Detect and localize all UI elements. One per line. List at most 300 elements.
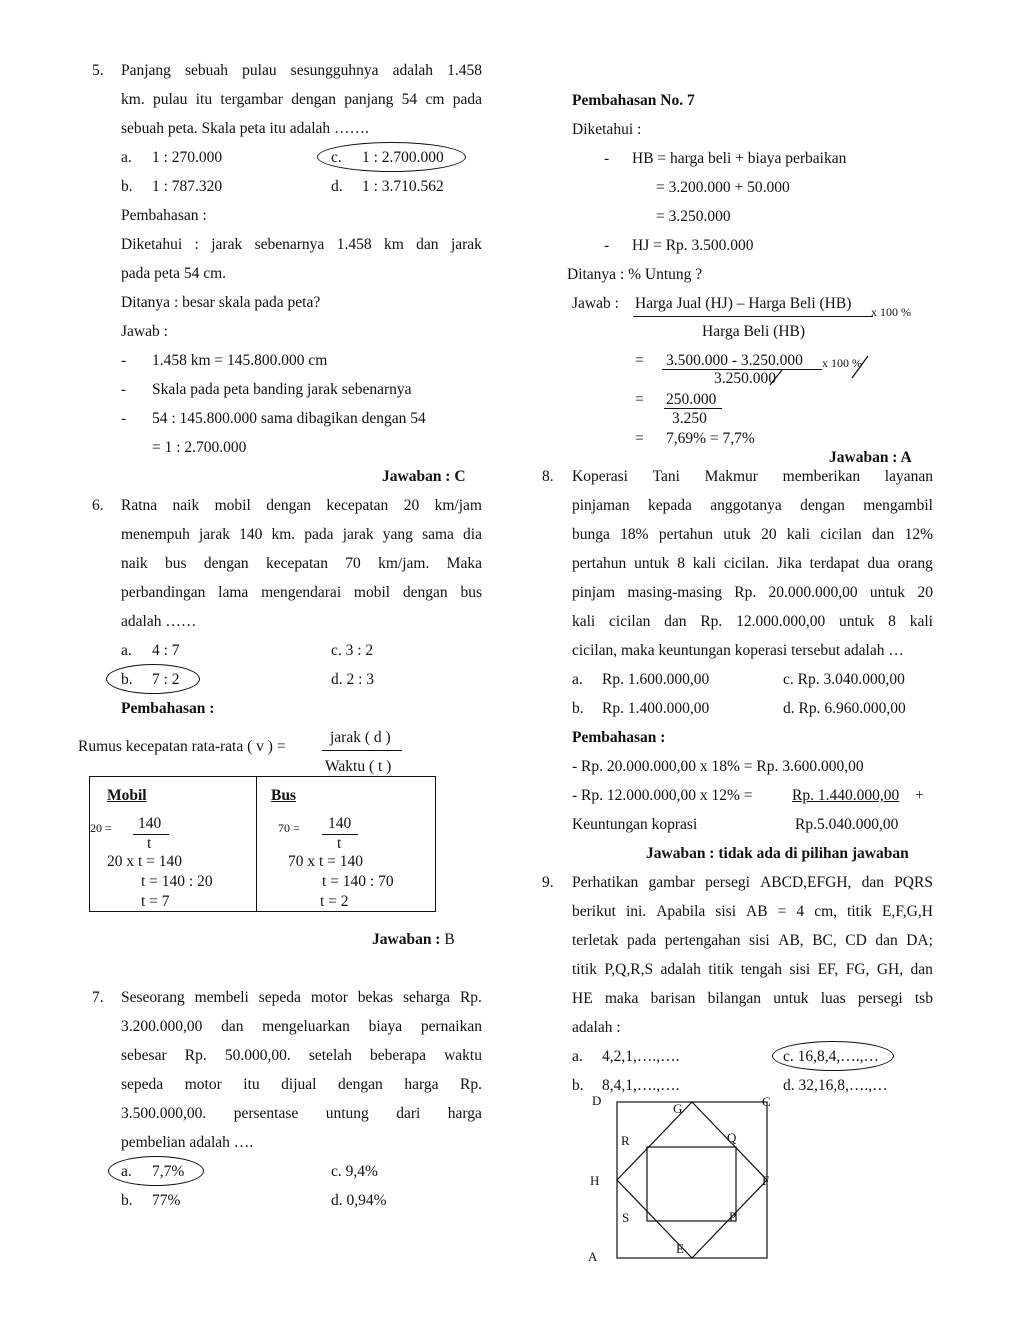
word: 4 [796, 903, 805, 920]
word: naik [172, 497, 200, 514]
word: cicilan. [723, 555, 770, 572]
word: pada [304, 526, 334, 543]
label-c: C [762, 1094, 771, 1109]
bullet: - [604, 150, 610, 167]
word: cm, [814, 903, 837, 920]
word: 1.458 [447, 62, 482, 79]
word: titik [572, 961, 597, 978]
question-text-line [121, 62, 482, 80]
option-d: d. 2 : 3 [331, 671, 375, 688]
word: pada [452, 91, 482, 108]
word: sama [422, 526, 454, 543]
answer-circle [108, 1156, 204, 1186]
diketahui-line: pada peta 54 cm. [121, 265, 227, 282]
word: beberapa [370, 1047, 426, 1064]
option-b: 7 : 2 [152, 671, 180, 688]
word: pertahun [658, 526, 714, 543]
word: panjang [344, 91, 394, 108]
label-s: S [622, 1210, 630, 1225]
table-divider [256, 776, 257, 912]
label-f: F [762, 1173, 770, 1188]
word: Rp. [459, 989, 482, 1006]
word: kecepatan [265, 555, 328, 572]
option-c: c. Rp. 3.040.000,00 [783, 671, 905, 688]
word: jarak [211, 236, 243, 253]
word: 50.000,00. [224, 1047, 291, 1064]
word: bus [165, 555, 187, 572]
word: itu [243, 1076, 260, 1093]
calc-multiplier: x 100 % [822, 356, 862, 370]
word: 140 [239, 526, 263, 543]
question-text-line [572, 526, 933, 544]
question-text-line [572, 961, 933, 979]
word: 8 [888, 613, 896, 630]
word: Rp. [700, 613, 723, 630]
question-text-line [121, 989, 482, 1007]
word: dengan [203, 555, 249, 572]
mobil-header: Mobil [107, 787, 147, 804]
word: Maka [446, 555, 482, 572]
option-a: Rp. 1.600.000,00 [602, 671, 710, 688]
word: itu [195, 91, 213, 108]
word: 3.500.000,00. [121, 1105, 207, 1122]
rumus-label: Rumus kecepatan rata-rata ( v ) = [78, 738, 286, 755]
mobil-line: t = 7 [141, 893, 170, 910]
word: 18% [620, 526, 649, 543]
word: cicilan [609, 613, 651, 630]
word: Panjang [121, 62, 171, 79]
mobil-denominator: t [147, 835, 152, 852]
word: Apabila [656, 903, 706, 920]
word: sebesar [121, 1047, 167, 1064]
option-d: d. 0,94% [331, 1192, 387, 1209]
question-number: 7. [92, 989, 104, 1006]
option-a: 4,2,1,….,…. [602, 1048, 680, 1065]
word: : [194, 236, 199, 253]
diketahui-line [121, 236, 482, 254]
word: km. [121, 91, 145, 108]
word: pinjam [572, 584, 616, 601]
word: untuk [869, 584, 906, 601]
answer-circle [772, 1041, 894, 1071]
word: dari [396, 1105, 421, 1122]
option-a-letter: a. [121, 149, 132, 166]
question-text-line [572, 468, 933, 486]
word: dan [910, 961, 933, 978]
solution-title: Pembahasan No. 7 [572, 92, 695, 109]
question-text-line [121, 526, 482, 544]
option-a-letter: a. [121, 642, 132, 659]
word: berikut [572, 903, 616, 920]
option-b-letter: b. [121, 178, 133, 195]
equals-sign: = [635, 391, 644, 408]
word: pulau [152, 91, 188, 108]
word: dengan [291, 91, 336, 108]
option-b: 77% [152, 1192, 181, 1209]
word: layanan [884, 468, 933, 485]
word: dengan [338, 1076, 383, 1093]
word: 20.000.000,00 [768, 584, 858, 601]
word: jarak [342, 526, 374, 543]
bullet: - [121, 381, 127, 398]
question-text-line [121, 1105, 482, 1123]
total-label: Keuntungan koprasi [572, 816, 698, 833]
word: luas [820, 990, 846, 1007]
word: Makmur [704, 468, 758, 485]
option-a-letter: a. [572, 671, 583, 688]
rumus-denominator: Waktu ( t ) [325, 758, 392, 775]
word: 12.000.000,00 [736, 613, 826, 630]
word: mobil [353, 584, 391, 601]
option-a-letter: a. [572, 1048, 583, 1065]
word: ABCD,EFGH, [760, 874, 852, 891]
mobil-numerator: 140 [138, 815, 162, 832]
calc-value: Rp. 1.440.000,00 [792, 787, 900, 804]
answer-circle [106, 664, 200, 694]
word: 12% [904, 526, 933, 543]
pembahasan-label: Pembahasan : [121, 207, 207, 224]
option-c: c. 9,4% [331, 1163, 378, 1180]
question-text-line [572, 990, 933, 1008]
label-g: G [673, 1101, 683, 1116]
word: dan [416, 236, 439, 253]
question-text-line: pembelian adalah …. [121, 1134, 254, 1151]
word: terletak [572, 932, 619, 949]
word: Diketahui [121, 236, 183, 253]
word: CD [845, 932, 867, 949]
word: anggotanya [710, 497, 782, 514]
label-h: H [590, 1173, 600, 1188]
calc-numerator: 3.500.000 - 3.250.000 [666, 352, 803, 369]
word: sebuah [185, 62, 229, 79]
word: persegi [705, 874, 750, 891]
word: 54 [401, 91, 418, 108]
bullet: - [121, 410, 127, 427]
answer-label: Jawaban : B [372, 931, 455, 948]
word: dengan [402, 584, 448, 601]
option-b-letter: b. [572, 1077, 584, 1094]
word: masing-masing [627, 584, 723, 601]
total-value: Rp.5.040.000,00 [795, 816, 899, 833]
label-r: R [621, 1133, 630, 1148]
word: setelah [308, 1047, 352, 1064]
word: harga [404, 1076, 439, 1093]
pembahasan-label: Pembahasan : [121, 700, 215, 717]
bullet: - [121, 352, 127, 369]
word: AB, [778, 932, 804, 949]
word: 3.200.000,00 [121, 1018, 203, 1035]
word: orang [897, 555, 933, 572]
word: mengambil [863, 497, 933, 514]
mobil-equation: 20 = [90, 821, 112, 835]
word: kepada [648, 497, 692, 514]
calc-result: 7,69% = 7,7% [666, 430, 755, 447]
label-q: Q [727, 1130, 737, 1145]
option-c-letter: c. [331, 149, 342, 166]
word: dengan [266, 497, 311, 514]
option-c: c. 3 : 2 [331, 642, 374, 659]
word: = [777, 903, 787, 920]
word: tergambar [220, 91, 283, 108]
word: sisi [789, 961, 811, 978]
word: terdapat [809, 555, 860, 572]
word: sesungguhnya [290, 62, 379, 79]
word: Rp. [460, 1076, 482, 1093]
word: bunga [572, 526, 610, 543]
question-text-line [572, 555, 933, 573]
word: BC, [812, 932, 837, 949]
answer-label: Jawaban : C [382, 468, 466, 485]
word: dan [861, 874, 884, 891]
label-d: D [592, 1093, 602, 1108]
word: naik [121, 555, 148, 572]
word: mobil [214, 497, 251, 514]
hb-calc: = 3.200.000 + 50.000 [656, 179, 790, 196]
word: 8 [677, 555, 685, 572]
option-c: c. 16,8,4,….,… [783, 1048, 880, 1065]
equals-sign: = [635, 352, 644, 369]
formula-multiplier: x 100 % [871, 305, 911, 319]
question-number: 9. [542, 874, 554, 891]
option-a: 7,7% [152, 1163, 185, 1180]
bus-line: t = 140 : 70 [322, 873, 394, 890]
jawab-label: Jawab : [121, 323, 168, 340]
label-a: A [588, 1249, 598, 1264]
jawab-label: Jawab : [572, 295, 619, 312]
word: seharga [402, 989, 451, 1006]
word: persegi [857, 990, 903, 1007]
word: ini. [625, 903, 647, 920]
word: motor [310, 989, 348, 1006]
word: km/jam. [378, 555, 430, 572]
word: tsb [914, 990, 933, 1007]
word: biaya [368, 1018, 403, 1035]
word: jarak [199, 526, 230, 543]
rumus-numerator: jarak ( d ) [330, 729, 391, 746]
question-text-line: sebuah peta. Skala peta itu adalah ……. [121, 120, 369, 137]
word: kali [572, 613, 596, 630]
hj-line: HJ = Rp. 3.500.000 [632, 237, 754, 254]
word: sisi [715, 903, 737, 920]
formula-numerator: Harga Jual (HJ) – Harga Beli (HB) [635, 295, 852, 312]
word: Jika [776, 555, 802, 572]
word: mengendarai [261, 584, 342, 601]
word: gambar [648, 874, 695, 891]
calc-denominator: 3.250 [672, 410, 707, 427]
word: dijual [281, 1076, 317, 1093]
word: adalah [660, 961, 701, 978]
word: GH, [876, 961, 904, 978]
question-text-line [121, 1076, 482, 1094]
fraction-bar [664, 408, 722, 409]
bullet: - [604, 237, 610, 254]
word: DA; [906, 932, 933, 949]
cancel-strokes [760, 348, 880, 388]
mobil-line: 20 x t = 140 [107, 853, 183, 870]
word: utuk [723, 526, 751, 543]
word: lama [218, 584, 249, 601]
option-a-letter: a. [121, 1163, 132, 1180]
calc-denominator: 3.250.000 [714, 370, 776, 387]
mobil-line: t = 140 : 20 [141, 873, 213, 890]
question-text-line [572, 932, 933, 950]
word: dan [221, 1018, 244, 1035]
word: pertengahan [664, 932, 741, 949]
word: P,Q,R,S [604, 961, 654, 978]
step-line: 54 : 145.800.000 sama dibagikan dengan 54 [152, 410, 426, 427]
word: untuk [839, 613, 875, 630]
word: Tani [652, 468, 680, 485]
ditanya-line: Ditanya : besar skala pada peta? [121, 294, 321, 311]
question-text-line: adalah …… [121, 613, 197, 630]
question-number: 5. [92, 62, 104, 79]
word: titik [708, 961, 734, 978]
bus-equation: 70 = [278, 821, 300, 835]
bus-line: 70 x t = 140 [288, 853, 364, 870]
step-result: = 1 : 2.700.000 [152, 439, 247, 456]
word: membeli [194, 989, 249, 1006]
word: Rp. [734, 584, 757, 601]
question-number: 6. [92, 497, 104, 514]
bus-line: t = 2 [320, 893, 349, 910]
option-a: 1 : 270.000 [152, 149, 223, 166]
bus-numerator: 140 [328, 815, 352, 832]
question-text-line [121, 91, 482, 109]
answer-circle [317, 142, 466, 172]
word: barisan [650, 990, 696, 1007]
word: bilangan [707, 990, 761, 1007]
word: pertahun [572, 555, 627, 572]
hb-line: HB = harga beli + biaya perbaikan [632, 150, 847, 167]
word: maka [604, 990, 639, 1007]
question-text-line [572, 497, 933, 515]
word: cm [425, 91, 445, 108]
word: memberikan [782, 468, 861, 485]
word: sebenarnya [254, 236, 325, 253]
word: pulau [242, 62, 277, 79]
plus-sign: + [915, 787, 924, 804]
option-b: Rp. 1.400.000,00 [602, 700, 710, 717]
word: dengan [800, 497, 845, 514]
pembahasan-label: Pembahasan : [572, 729, 666, 746]
step-line: Skala pada peta banding jarak sebenarnya [152, 381, 412, 398]
word: menempuh [121, 526, 190, 543]
question-text-line [121, 555, 482, 573]
word: motor [184, 1076, 222, 1093]
word: pernaikan [420, 1018, 482, 1035]
word: untuk [773, 990, 809, 1007]
word: PQRS [894, 874, 933, 891]
word: Seseorang [121, 989, 185, 1006]
word: FG, [845, 961, 870, 978]
option-d: 1 : 3.710.562 [362, 178, 444, 195]
word: km. [271, 526, 296, 543]
fraction-bar [633, 316, 873, 317]
diketahui-label: Diketahui : [572, 121, 642, 138]
fraction-bar [322, 750, 402, 751]
bus-header: Bus [271, 787, 296, 804]
word: kali [909, 613, 933, 630]
question-text-line: adalah : [572, 1019, 621, 1036]
question-text-line: cicilan, maka keuntungan koperasi tersebut adalah … [572, 642, 904, 659]
word: dan [875, 932, 898, 949]
formula-denominator: Harga Beli (HB) [702, 323, 806, 340]
word: km/jam [434, 497, 482, 514]
calc-line: - Rp. 20.000.000,00 x 18% = Rp. 3.600.000,00 [572, 758, 864, 775]
word: EF, [817, 961, 839, 978]
word: adalah [392, 62, 434, 79]
word: untuk [634, 555, 670, 572]
word: Koperasi [572, 468, 628, 485]
question-text-line [121, 1047, 482, 1065]
question-text-line [572, 584, 933, 602]
word: 20 [917, 584, 933, 601]
word: persentase [233, 1105, 299, 1122]
word: tengah [740, 961, 783, 978]
word: bus [460, 584, 482, 601]
label-p: P [729, 1209, 737, 1224]
word: 20 [761, 526, 777, 543]
word: 20 [403, 497, 420, 514]
word: dia [463, 526, 482, 543]
word: 70 [345, 555, 361, 572]
word: km [383, 236, 404, 253]
option-b-letter: b. [121, 671, 133, 688]
option-b-letter: b. [572, 700, 584, 717]
word: dan [664, 613, 687, 630]
word: dua [867, 555, 890, 572]
word: mengeluarkan [262, 1018, 350, 1035]
option-d: d. 32,16,8,….,… [783, 1077, 888, 1094]
word: harga [447, 1105, 482, 1122]
answer-label: Jawaban : tidak ada di pilihan jawaban [646, 845, 909, 862]
answer-label: Jawaban : A [829, 449, 912, 466]
word: Rp. [184, 1047, 207, 1064]
word: titik [847, 903, 873, 920]
option-b: 1 : 787.320 [152, 178, 223, 195]
question-text-line [572, 613, 933, 631]
equals-sign: = [635, 430, 644, 447]
option-b-letter: b. [121, 1192, 133, 1209]
question-text-line [121, 1018, 482, 1036]
calc-numerator: 250.000 [666, 391, 717, 408]
word: perbandingan [121, 584, 206, 601]
word: jarak [450, 236, 482, 253]
word: cicilan [820, 526, 862, 543]
option-a: 4 : 7 [152, 642, 180, 659]
word: dan [871, 526, 895, 543]
option-d-letter: d. [331, 178, 343, 195]
word: yang [382, 526, 413, 543]
word: kali [786, 526, 811, 543]
word: waktu [444, 1047, 482, 1064]
word: sepeda [258, 989, 301, 1006]
option-b: 8,4,1,….,…. [602, 1077, 680, 1094]
ditanya-line: Ditanya : % Untung ? [567, 266, 703, 283]
word: untung [325, 1105, 369, 1122]
option-d: d. Rp. 6.960.000,00 [783, 700, 906, 717]
step-line: 1.458 km = 145.800.000 cm [152, 352, 328, 369]
question-text-line [572, 903, 933, 921]
word: AB [746, 903, 768, 920]
word: Ratna [121, 497, 158, 514]
word: kecepatan [326, 497, 389, 514]
word: E,F,G,H [882, 903, 933, 920]
word: sepeda [121, 1076, 164, 1093]
question-number: 8. [542, 468, 554, 485]
question-text-line [121, 497, 482, 515]
label-e: E [676, 1241, 684, 1256]
